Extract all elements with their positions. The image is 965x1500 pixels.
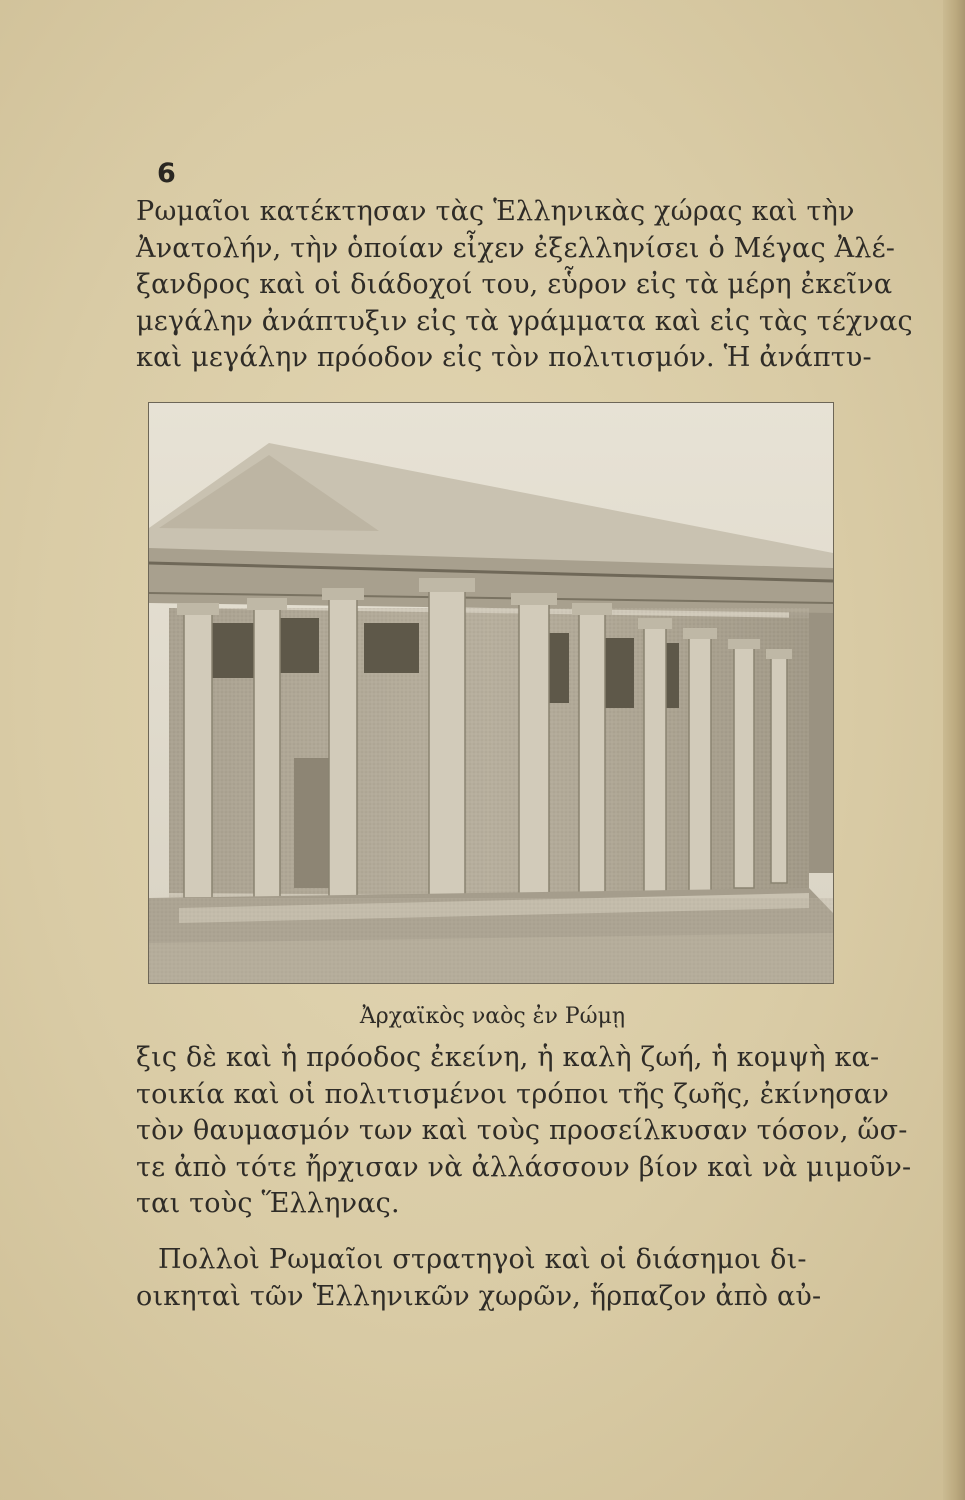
text-line: ται τοὺς Ἕλληνας.	[136, 1188, 400, 1219]
page-number: 6	[157, 158, 176, 189]
temple-photograph	[148, 402, 834, 984]
text-line: καὶ μεγάλην πρόοδον εἰς τὸν πολιτισμόν. Ἡ ἀνάπτυ-	[136, 342, 872, 373]
text-line: τε ἀπὸ τότε ἤρχισαν νὰ ἀλλάσσουν βίον καὶ νὰ μιμοῦν-	[136, 1151, 912, 1183]
figure-caption: Ἀρχαϊκὸς ναὸς ἐν Ρώμῃ	[359, 1004, 626, 1029]
page-gutter	[943, 0, 965, 1500]
paragraph-2	[136, 1040, 912, 1223]
text-line: Ρωμαῖοι κατέκτησαν τὰς Ἑλληνικὰς χώρας καὶ τὴν	[136, 196, 855, 227]
temple-illustration	[149, 403, 833, 983]
paragraph-1	[136, 194, 913, 377]
text-line: τοικία καὶ οἱ πολιτισμένοι τρόποι τῆς ζωῆς, ἐκίνησαν	[136, 1078, 889, 1110]
paragraph-3	[136, 1242, 856, 1315]
text-line: τὸν θαυμασμόν των καὶ τοὺς προσείλκυσαν τόσον, ὥσ-	[136, 1115, 908, 1146]
text-line: ξανδρος καὶ οἱ διάδοχοί του, εὗρον εἰς τὰ μέρη ἐκεῖνα	[136, 269, 893, 300]
text-line: μεγάλην ἀνάπτυξιν εἰς τὰ γράμματα καὶ εἰς τὰς τέχνας	[136, 305, 913, 337]
text-line: οικηταὶ τῶν Ἑλληνικῶν χωρῶν, ἥρπαζον ἀπὸ αὐ-	[136, 1280, 822, 1312]
text-line: Ἀνατολήν, τὴν ὁποίαν εἶχεν ἐξελληνίσει ὁ Μέγας Ἀλέ-	[136, 232, 896, 264]
text-line: Πολλοὶ Ρωμαῖοι στρατηγοὶ καὶ οἱ διάσημοι δι-	[158, 1244, 807, 1275]
text-line: ξις δὲ καὶ ἡ πρόοδος ἐκείνη, ἡ καλὴ ζωή, ἡ κομψὴ κα-	[136, 1042, 880, 1073]
